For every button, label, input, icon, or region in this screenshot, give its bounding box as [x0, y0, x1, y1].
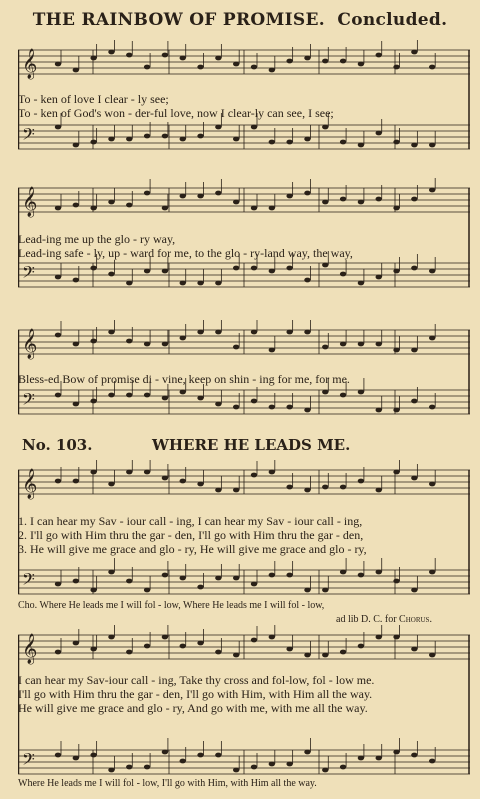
note-head	[162, 396, 168, 401]
note-head	[126, 53, 132, 58]
note-head	[108, 330, 114, 335]
song-title: THE RAINBOW OF PROMISE.	[32, 10, 325, 30]
note-head	[251, 206, 257, 211]
note-head	[126, 650, 132, 655]
note-head	[108, 50, 114, 55]
note-head	[215, 753, 221, 758]
note-head	[162, 269, 168, 274]
note-head	[55, 650, 61, 655]
note-head	[429, 143, 435, 148]
note-head	[269, 140, 275, 145]
note-head	[197, 194, 203, 199]
note-head	[340, 650, 346, 655]
note-head	[144, 588, 150, 593]
note-head	[233, 768, 239, 773]
note-head	[162, 134, 168, 139]
note-head	[269, 762, 275, 767]
note-head	[393, 65, 399, 70]
note-head	[73, 402, 79, 407]
note-head	[269, 573, 275, 578]
hymn-number: No. 103.	[22, 436, 93, 454]
treble-clef-icon: 𝄞	[22, 329, 38, 359]
note-head	[180, 644, 186, 649]
note-head	[126, 765, 132, 770]
note-head	[55, 753, 61, 758]
note-head	[55, 206, 61, 211]
note-head	[340, 485, 346, 490]
verse-3-line: 3. He will give me grace and glo - ry, He will give me grace and glo - ry,	[18, 542, 367, 556]
note-head	[376, 53, 382, 58]
note-head	[393, 750, 399, 755]
note-head	[304, 588, 310, 593]
note-head	[55, 582, 61, 587]
note-head	[215, 488, 221, 493]
note-head	[180, 390, 186, 395]
note-head	[340, 342, 346, 347]
lyric-line-2: Lead-ing safe - ly, up - ward for me, to the glo - ry-land way, the way,	[18, 246, 353, 260]
note-head	[429, 482, 435, 487]
lyric-line-1: Bless-ed Bow of promise di - vine, keep on shin - ing for me, for me.	[18, 372, 350, 386]
note-head	[376, 408, 382, 413]
note-head	[90, 399, 96, 404]
note-head	[197, 134, 203, 139]
note-head	[376, 197, 382, 202]
note-head	[393, 348, 399, 353]
bass-clef-icon: 𝄢	[22, 389, 35, 413]
treble-clef-icon: 𝄞	[22, 634, 38, 664]
note-head	[215, 402, 221, 407]
note-head	[215, 191, 221, 196]
note-head	[411, 647, 417, 652]
note-head	[411, 588, 417, 593]
note-head	[322, 653, 328, 658]
note-head	[197, 281, 203, 286]
note-head	[90, 753, 96, 758]
note-head	[55, 479, 61, 484]
note-head	[90, 266, 96, 271]
note-head	[322, 768, 328, 773]
note-head	[393, 408, 399, 413]
note-head	[215, 576, 221, 581]
note-head	[376, 635, 382, 640]
note-head	[215, 650, 221, 655]
note-head	[90, 647, 96, 652]
note-head	[108, 482, 114, 487]
note-head	[55, 62, 61, 67]
note-head	[322, 200, 328, 205]
note-head	[251, 65, 257, 70]
note-head	[286, 59, 292, 64]
note-head	[322, 263, 328, 268]
note-head	[73, 68, 79, 73]
note-head	[251, 266, 257, 271]
note-head	[322, 59, 328, 64]
note-head	[55, 393, 61, 398]
chorus-line: Cho. Where He leads me I will fol - low, Where He leads me I will fol - low,	[18, 600, 325, 611]
note-head	[358, 644, 364, 649]
treble-clef-icon: 𝄞	[22, 469, 38, 499]
note-head	[215, 56, 221, 61]
note-head	[269, 635, 275, 640]
note-head	[180, 576, 186, 581]
note-head	[429, 405, 435, 410]
note-head	[197, 482, 203, 487]
music-system-4	[18, 460, 470, 615]
note-head	[340, 59, 346, 64]
note-head	[286, 330, 292, 335]
note-head	[162, 342, 168, 347]
note-head	[55, 333, 61, 338]
note-head	[393, 140, 399, 145]
note-head	[144, 765, 150, 770]
note-head	[358, 200, 364, 205]
note-head	[180, 336, 186, 341]
note-head	[144, 342, 150, 347]
note-head	[55, 275, 61, 280]
note-head	[90, 206, 96, 211]
note-head	[126, 203, 132, 208]
note-head	[393, 635, 399, 640]
note-head	[251, 125, 257, 130]
note-head	[90, 588, 96, 593]
note-head	[162, 476, 168, 481]
note-head	[376, 131, 382, 136]
note-head	[322, 345, 328, 350]
note-head	[73, 641, 79, 646]
note-head	[90, 339, 96, 344]
note-head	[358, 143, 364, 148]
note-head	[376, 570, 382, 575]
note-head	[55, 125, 61, 130]
note-head	[304, 653, 310, 658]
note-head	[126, 137, 132, 142]
note-head	[162, 206, 168, 211]
note-head	[144, 65, 150, 70]
music-system-1	[18, 40, 470, 170]
verse-1-line: I can hear my Sav-iour call - ing, Take thy cross and fol-low, fol - low me.	[18, 673, 375, 687]
note-head	[162, 53, 168, 58]
note-head	[429, 759, 435, 764]
note-head	[304, 137, 310, 142]
verse-3-line: He will give me grace and glo - ry, And go with me, with me all the way.	[18, 701, 368, 715]
note-head	[269, 206, 275, 211]
note-head	[429, 269, 435, 274]
verse-1-line: 1. I can hear my Sav - iour call - ing, I can hear my Sav - iour call - ing,	[18, 514, 363, 528]
bass-clef-icon: 𝄢	[22, 262, 35, 286]
note-head	[126, 339, 132, 344]
note-head	[197, 65, 203, 70]
note-head	[162, 573, 168, 578]
note-head	[393, 579, 399, 584]
note-head	[411, 50, 417, 55]
concluded-label: Concluded.	[337, 10, 448, 30]
note-head	[197, 585, 203, 590]
note-head	[340, 197, 346, 202]
note-head	[429, 653, 435, 658]
note-head	[286, 762, 292, 767]
bass-clef-icon: 𝄢	[22, 124, 35, 148]
note-head	[376, 275, 382, 280]
note-head	[126, 393, 132, 398]
note-head	[358, 479, 364, 484]
note-head	[144, 393, 150, 398]
note-head	[197, 753, 203, 758]
note-head	[233, 488, 239, 493]
note-head	[180, 281, 186, 286]
note-head	[73, 143, 79, 148]
note-head	[340, 570, 346, 575]
note-head	[340, 765, 346, 770]
music-system-3	[18, 320, 470, 435]
note-head	[73, 756, 79, 761]
note-head	[269, 68, 275, 73]
note-head	[269, 470, 275, 475]
note-head	[180, 194, 186, 199]
note-head	[233, 405, 239, 410]
note-head	[215, 281, 221, 286]
note-head	[340, 272, 346, 277]
adlib-note	[336, 614, 432, 625]
note-head	[269, 269, 275, 274]
note-head	[144, 644, 150, 649]
note-head	[197, 330, 203, 335]
note-head	[411, 348, 417, 353]
note-head	[322, 485, 328, 490]
note-head	[73, 203, 79, 208]
note-head	[340, 393, 346, 398]
note-head	[393, 206, 399, 211]
note-head	[215, 125, 221, 130]
note-head	[233, 266, 239, 271]
note-head	[126, 579, 132, 584]
lyric-line-1: Lead-ing me up the glo - ry way,	[18, 232, 176, 246]
note-head	[358, 342, 364, 347]
note-head	[251, 582, 257, 587]
lyric-line-1: To - ken of love I clear - ly see;	[18, 92, 169, 106]
note-head	[180, 479, 186, 484]
note-head	[429, 336, 435, 341]
note-head	[197, 396, 203, 401]
note-head	[358, 62, 364, 67]
note-head	[429, 65, 435, 70]
note-head	[411, 399, 417, 404]
note-head	[411, 143, 417, 148]
note-head	[393, 470, 399, 475]
note-head	[286, 405, 292, 410]
note-head	[358, 281, 364, 286]
note-head	[269, 348, 275, 353]
note-head	[286, 140, 292, 145]
note-head	[304, 278, 310, 283]
note-head	[358, 756, 364, 761]
note-head	[180, 759, 186, 764]
note-head	[90, 470, 96, 475]
hymn-title: WHERE HE LEADS ME.	[152, 436, 351, 454]
note-head	[251, 399, 257, 404]
note-head	[429, 570, 435, 575]
note-head	[376, 342, 382, 347]
note-head	[233, 62, 239, 67]
note-head	[358, 573, 364, 578]
note-head	[286, 266, 292, 271]
treble-clef-icon: 𝄞	[22, 187, 38, 217]
note-head	[180, 56, 186, 61]
verse-2-line: I'll go with Him thru the gar - den, I'll go with Him, with Him all the way.	[18, 687, 373, 701]
verse-2-line: 2. I'll go with Him thru the gar - den, I'll go with Him thru the gar - den,	[18, 528, 364, 542]
note-head	[73, 342, 79, 347]
note-head	[233, 653, 239, 658]
music-system-6	[18, 625, 470, 795]
note-head	[304, 56, 310, 61]
note-head	[162, 750, 168, 755]
note-head	[180, 137, 186, 142]
note-head	[304, 330, 310, 335]
note-head	[73, 479, 79, 484]
note-head	[73, 278, 79, 283]
note-head	[108, 272, 114, 277]
note-head	[144, 269, 150, 274]
note-head	[162, 635, 168, 640]
bass-clef-icon: 𝄢	[22, 749, 35, 773]
note-head	[108, 137, 114, 142]
note-head	[251, 765, 257, 770]
note-head	[90, 140, 96, 145]
note-head	[90, 56, 96, 61]
note-head	[304, 750, 310, 755]
note-head	[126, 470, 132, 475]
note-head	[411, 266, 417, 271]
note-head	[251, 638, 257, 643]
note-head	[322, 588, 328, 593]
note-head	[144, 134, 150, 139]
note-head	[286, 485, 292, 490]
note-head	[411, 476, 417, 481]
note-head	[108, 570, 114, 575]
chorus-small-caps: Chorus.	[399, 614, 432, 625]
note-head	[376, 488, 382, 493]
note-head	[376, 756, 382, 761]
note-head	[411, 753, 417, 758]
note-head	[108, 393, 114, 398]
note-head	[144, 470, 150, 475]
note-head	[233, 137, 239, 142]
note-head	[233, 576, 239, 581]
note-head	[233, 200, 239, 205]
music-system-2	[18, 178, 470, 308]
note-head	[358, 390, 364, 395]
note-head	[144, 191, 150, 196]
note-head	[304, 488, 310, 493]
bass-clef-icon: 𝄢	[22, 569, 35, 593]
treble-clef-icon: 𝄞	[22, 49, 38, 79]
note-head	[108, 200, 114, 205]
note-head	[340, 140, 346, 145]
note-head	[126, 281, 132, 286]
note-head	[411, 197, 417, 202]
note-head	[215, 330, 221, 335]
note-head	[286, 647, 292, 652]
note-head	[304, 408, 310, 413]
note-head	[108, 635, 114, 640]
note-head	[393, 269, 399, 274]
note-head	[251, 473, 257, 478]
adlib-text: ad lib D. C. for	[336, 614, 397, 625]
note-head	[251, 330, 257, 335]
note-head	[286, 194, 292, 199]
chorus-line: Where He leads me I will fol - low, I'll go with Him, with Him all the way.	[18, 778, 317, 789]
note-head	[286, 573, 292, 578]
page-title	[0, 10, 480, 30]
note-head	[73, 579, 79, 584]
note-head	[108, 768, 114, 773]
note-head	[197, 641, 203, 646]
note-head	[304, 191, 310, 196]
note-head	[269, 405, 275, 410]
note-head	[233, 345, 239, 350]
note-head	[322, 125, 328, 130]
note-head	[429, 188, 435, 193]
lyric-line-2: To - ken of God's won - der-ful love, now I clear-ly can see, I see;	[18, 106, 334, 120]
note-head	[322, 390, 328, 395]
